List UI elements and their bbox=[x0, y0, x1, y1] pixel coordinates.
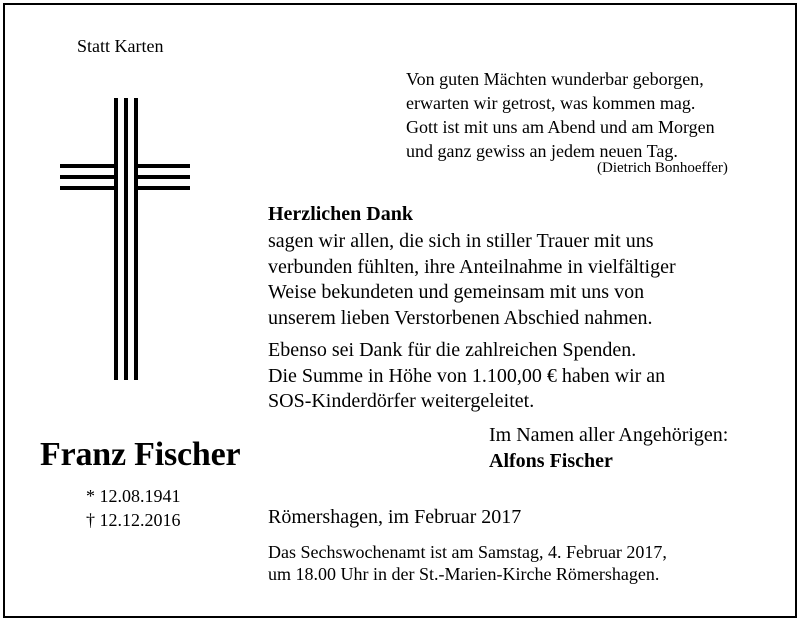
donation-text bbox=[268, 338, 665, 415]
memorial-line: um 18.00 Uhr in der St.-Marien-Kirche Römershagen. bbox=[268, 564, 660, 584]
on-behalf-label: Im Namen aller Angehörigen: bbox=[489, 424, 729, 446]
donation-line: SOS-Kinderdörfer weitergeleitet. bbox=[268, 390, 535, 412]
statt-karten-label: Statt Karten bbox=[77, 36, 164, 56]
poem-author: (Dietrich Bonhoeffer) bbox=[597, 160, 728, 176]
poem bbox=[406, 67, 715, 163]
deceased-name: Franz Fischer bbox=[40, 436, 241, 473]
thanks-body bbox=[268, 229, 676, 331]
birth-date: * 12.08.1941 bbox=[86, 486, 181, 506]
memorial-line: Das Sechswochenamt ist am Samstag, 4. Februar 2017, bbox=[268, 542, 667, 562]
poem-line: Gott ist mit uns am Abend und am Morgen bbox=[406, 117, 715, 137]
poem-line: Von guten Mächten wunderbar geborgen, bbox=[406, 69, 704, 89]
thanks-heading: Herzlichen Dank bbox=[268, 203, 413, 225]
poem-line: und ganz gewiss an jedem neuen Tag. bbox=[406, 141, 678, 161]
place-date: Römershagen, im Februar 2017 bbox=[268, 506, 522, 528]
death-date: † 12.12.2016 bbox=[86, 510, 181, 530]
signer-name: Alfons Fischer bbox=[489, 450, 613, 472]
memorial-service bbox=[268, 541, 667, 585]
poem-line: erwarten wir getrost, was kommen mag. bbox=[406, 93, 696, 113]
thanks-line: unserem lieben Verstorbenen Abschied nahmen. bbox=[268, 306, 653, 329]
thanks-line: sagen wir allen, die sich in stiller Trauer mit uns bbox=[268, 230, 654, 252]
donation-line: Ebenso sei Dank für die zahlreichen Spenden. bbox=[268, 339, 637, 361]
thanks-line: Weise bekundeten und gemeinsam mit uns von bbox=[268, 281, 645, 303]
donation-line: Die Summe in Höhe von 1.100,00 € haben wir an bbox=[268, 364, 666, 387]
cross-icon bbox=[60, 98, 190, 380]
thanks-line: verbunden fühlten, ihre Anteilnahme in vielfältiger bbox=[268, 255, 676, 278]
life-dates bbox=[86, 484, 181, 532]
